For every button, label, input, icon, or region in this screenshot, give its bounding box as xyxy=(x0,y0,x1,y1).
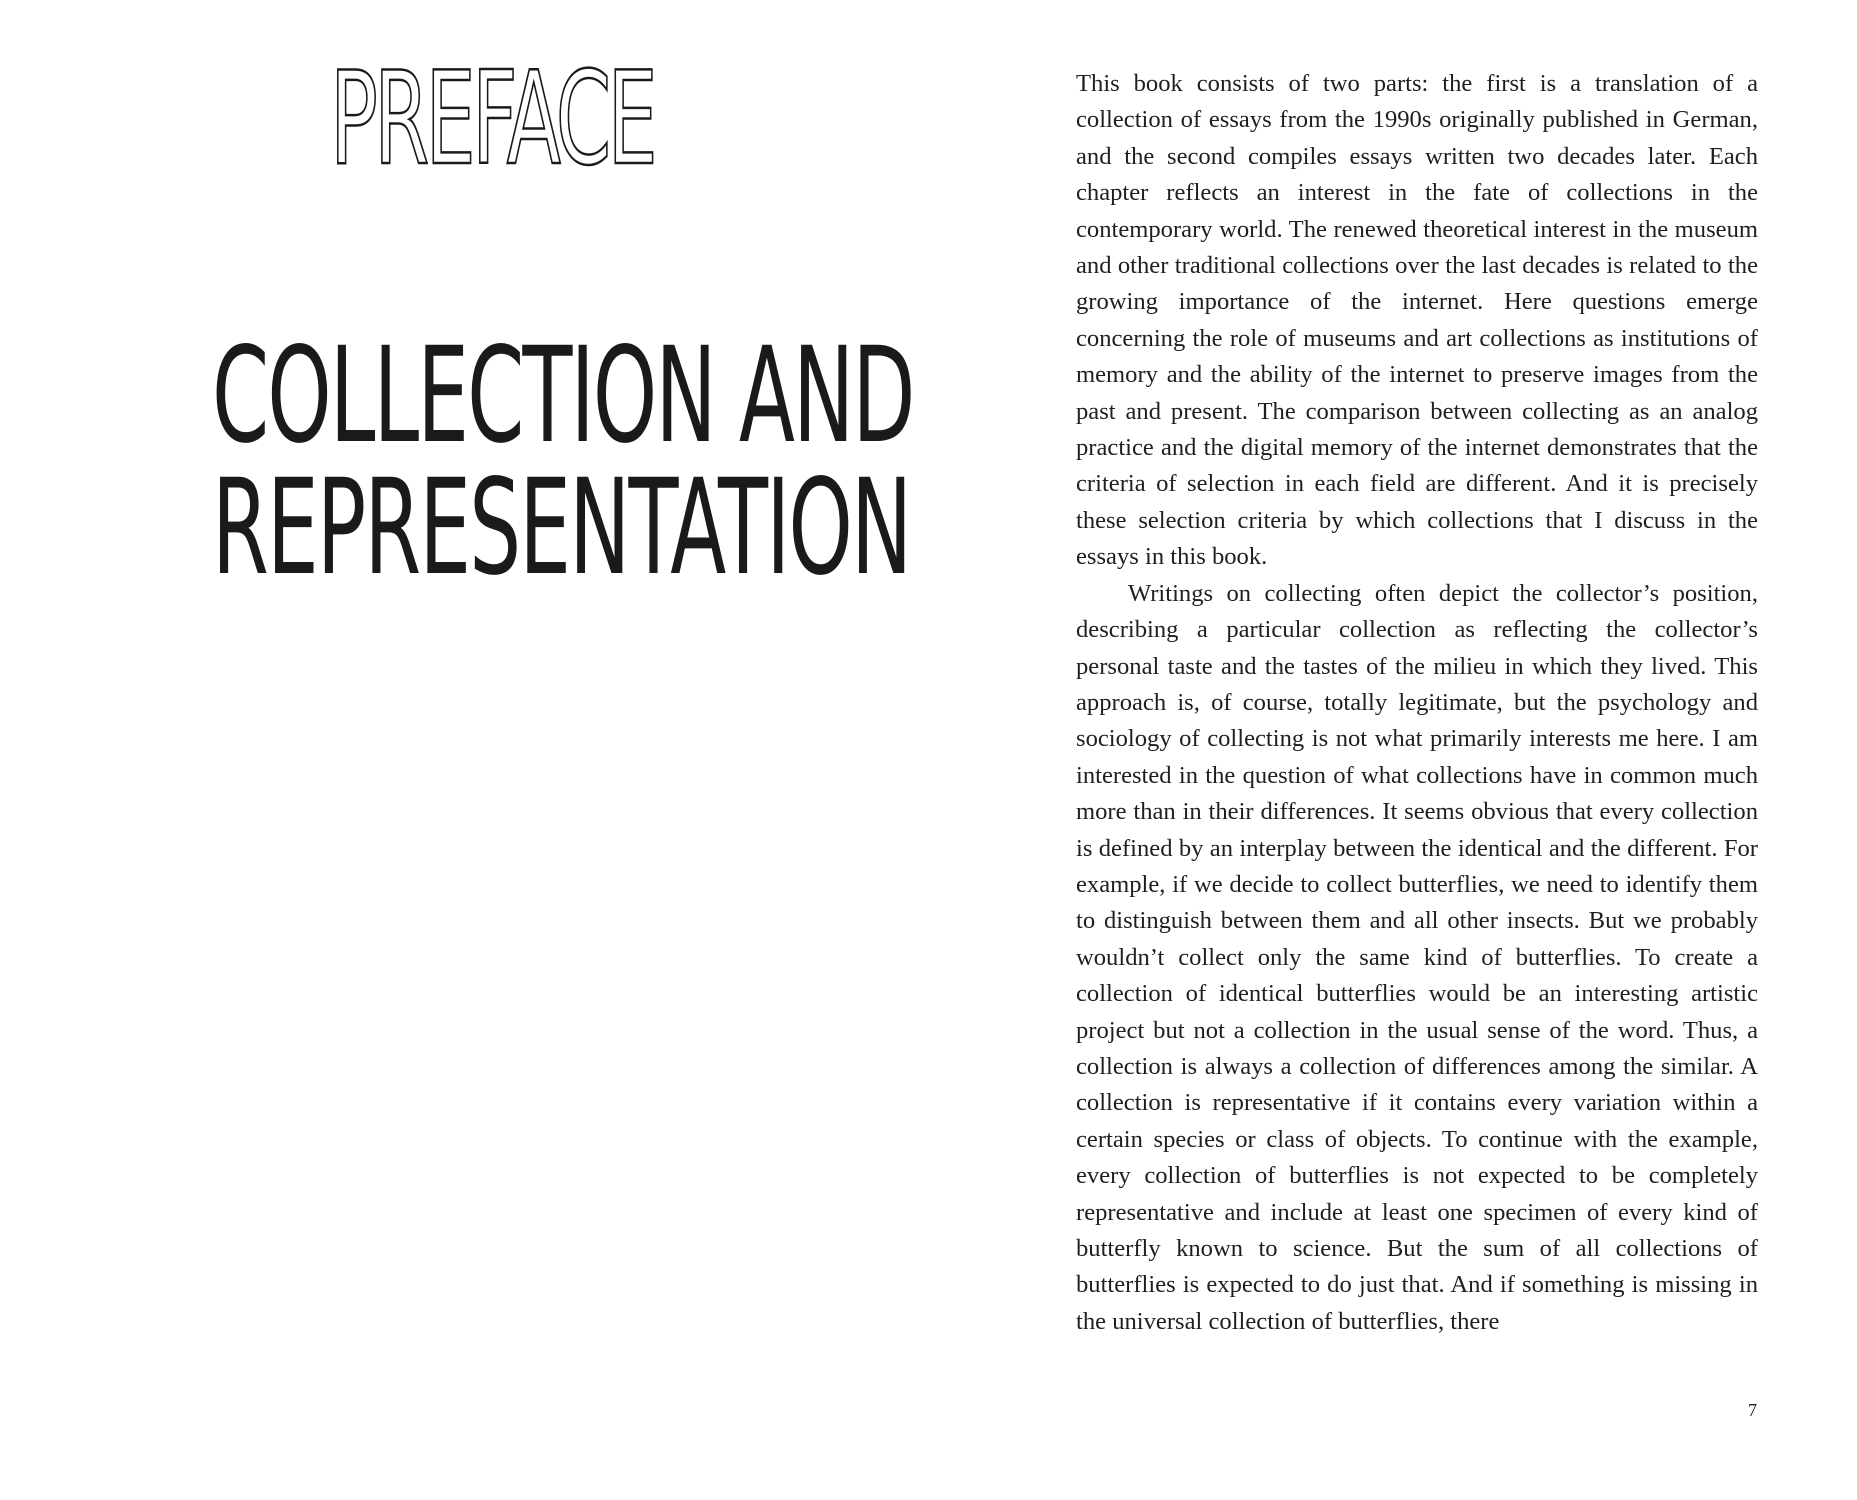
chapter-title xyxy=(212,319,914,605)
right-page xyxy=(1076,66,1758,1340)
left-page xyxy=(0,0,914,1500)
section-label: PREFACE xyxy=(330,45,654,194)
body-paragraph-2: Writings on collecting often depict the collector’s position, describing a particular collection as reflecting the collector’s personal taste and the tastes of the milieu in which they lived. This approach is, of course, totally legitimate, but the psychology and sociology of collecting is not what primarily interests me here. I am interested in the question of what collections have in common much more than in their differences. It seems obvious that every collection is defined by an interplay between the identical and the different. For example, if we decide to collect butterflies, we need to identify them to distinguish between them and all other insects. But we probably wouldn’t collect only the same kind of butterflies. To create a collection of identical butterflies would be an interesting artistic project but not a collection in the usual sense of the word. Thus, a collection is always a collection of differences among the similar. A collection is representative if it contains every variation within a certain species or class of objects. To continue with the example, every collection of butterflies is not expected to be completely representative and include at least one specimen of every kind of butterfly known to science. But the sum of all collections of butterflies is expected to do just that. And if something is missing in the universal collection of butterflies, there xyxy=(1076,579,1758,1335)
chapter-title-line-2: REPRESENTATION xyxy=(212,451,911,605)
page-number: 7 xyxy=(1748,1400,1757,1420)
body-paragraph-1: This book consists of two parts: the first is a translation of a collection of essays from the 1990s originally published in German, and the second compiles essays written two decades later. Each chapter reflects an interest in the fate of collections in the contemporary world. The renewed theoretical interest in the museum and other traditional collections over the last decades is related to the growing importance of the internet. Here questions emerge concerning the role of museums and art collections as institutions of memory and the ability of the internet to preserve images from the past and present. The comparison between collecting as an analog practice and the digital memory of the internet demonstrates that the criteria of selection in each field are different. And it is precisely these selection criteria by which collections that I discuss in the essays in this book. xyxy=(1076,70,1758,571)
chapter-title-line-1: COLLECTION AND xyxy=(212,319,914,473)
